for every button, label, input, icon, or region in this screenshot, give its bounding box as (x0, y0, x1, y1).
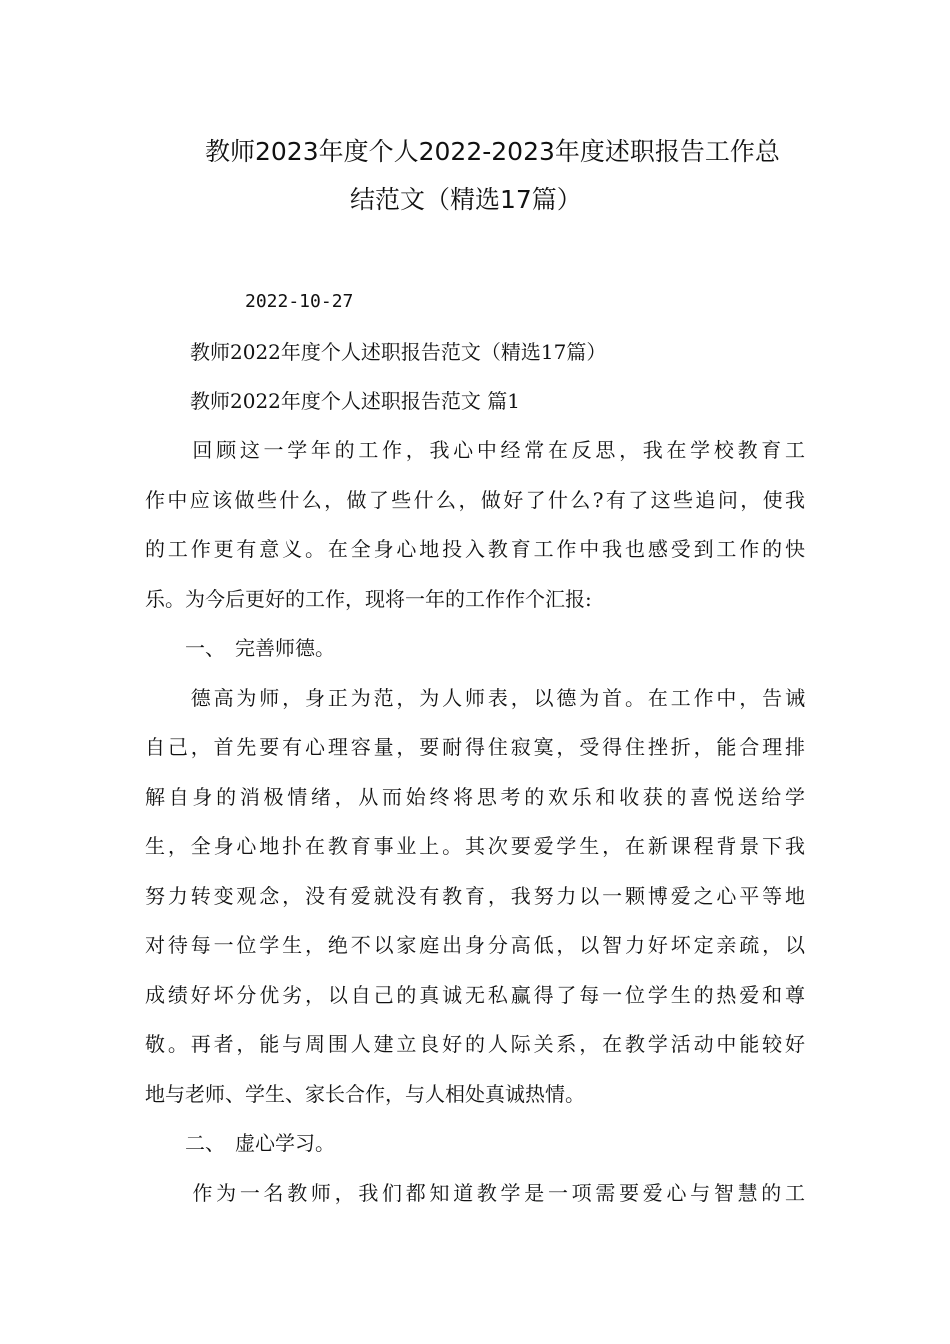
body-line: 德高为师，身正为范，为人师表，以德为首。在工作中，告诫 (145, 686, 805, 710)
document-title-line-1: 教师2023年度个人2022-2023年度述职报告工作总 (205, 137, 780, 166)
body-line: 敬。再者，能与周围人建立良好的人际关系，在教学活动中能较好 (145, 1032, 805, 1056)
document-title-line-2: 结范文（精选17篇） (350, 185, 582, 214)
body-line: 解自身的消极情绪，从而始终将思考的欢乐和收获的喜悦送给学 (145, 785, 805, 809)
body-line: 自己，首先要有心理容量，要耐得住寂寞，受得住挫折，能合理排 (145, 735, 805, 759)
body-line: 作为一名教师，我们都知道教学是一项需要爱心与智慧的工 (145, 1181, 805, 1205)
document-date: 2022-10-27 (245, 291, 354, 312)
body-line: 乐。为今后更好的工作，现将一年的工作作个汇报: (145, 587, 592, 611)
body-line: 努力转变观念，没有爱就没有教育，我努力以一颗博爱之心平等地 (145, 884, 805, 908)
body-line: 作中应该做些什么，做了些什么，做好了什么?有了这些追问，使我 (145, 488, 805, 512)
body-line: 回顾这一学年的工作，我心中经常在反思，我在学校教育工 (145, 438, 805, 462)
body-line: 生，全身心地扑在教育事业上。其次要爱学生，在新课程背景下我 (145, 834, 805, 858)
document-subtitle-2: 教师2022年度个人述职报告范文 篇1 (190, 389, 520, 413)
body-line: 成绩好坏分优劣，以自己的真诚无私赢得了每一位学生的热爱和尊 (145, 983, 805, 1007)
document-subtitle-1: 教师2022年度个人述职报告范文（精选17篇） (190, 340, 607, 364)
body-line: 的工作更有意义。在全身心地投入教育工作中我也感受到工作的快 (145, 537, 805, 561)
section-heading-2: 二、 虚心学习。 (145, 1131, 335, 1155)
body-line: 地与老师、学生、家长合作，与人相处真诚热情。 (145, 1082, 585, 1106)
section-heading-1: 一、 完善师德。 (145, 636, 335, 660)
body-line: 对待每一位学生，绝不以家庭出身分高低，以智力好坏定亲疏，以 (145, 933, 805, 957)
